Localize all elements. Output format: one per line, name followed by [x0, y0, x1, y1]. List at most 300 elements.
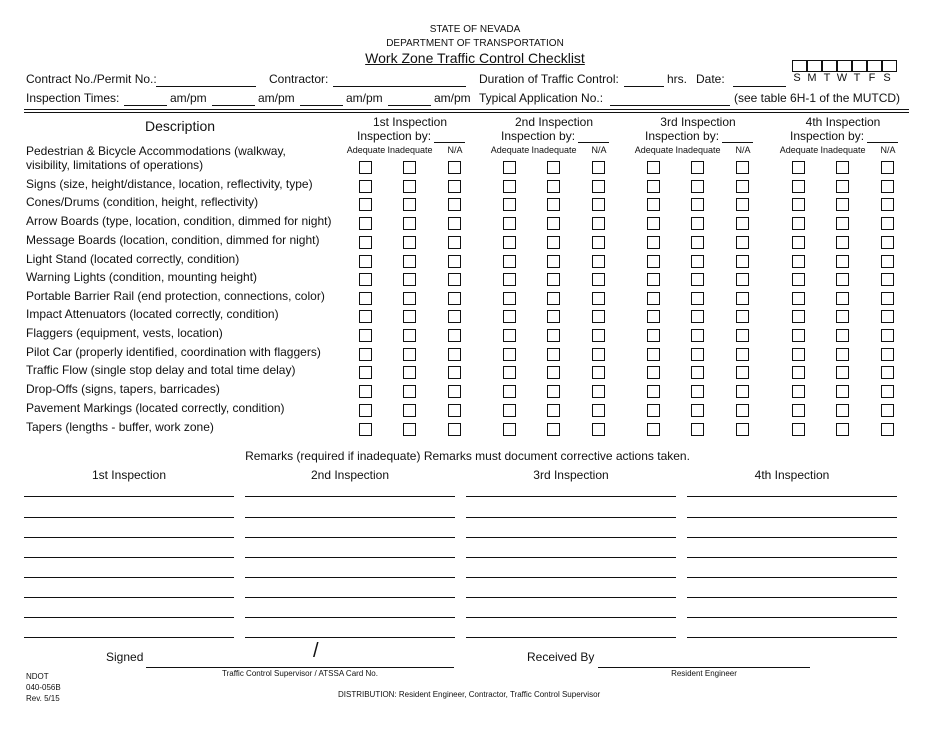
checkbox-adequate[interactable] — [359, 423, 372, 436]
remarks-col-header: 3rd Inspection — [533, 468, 609, 482]
checkbox-inadequate[interactable] — [403, 180, 416, 193]
form-agency: NDOT — [26, 672, 49, 681]
checkbox-inadequate[interactable] — [836, 180, 849, 193]
checkbox-adequate[interactable] — [503, 180, 516, 193]
remarks-col-header: 4th Inspection — [754, 468, 830, 482]
checkbox-inadequate[interactable] — [836, 385, 849, 398]
day-label: T — [853, 72, 861, 84]
checkbox-adequate[interactable] — [647, 255, 660, 268]
remark-line[interactable] — [245, 557, 455, 558]
signed-field[interactable] — [146, 667, 454, 668]
inspection-header: 2nd Inspection — [514, 115, 594, 129]
checkbox-inadequate[interactable] — [547, 273, 560, 286]
checkbox-na[interactable] — [448, 236, 461, 249]
checkbox-adequate[interactable] — [647, 329, 660, 342]
checkbox-na[interactable] — [881, 292, 894, 305]
checkbox-inadequate[interactable] — [691, 198, 704, 211]
remark-line[interactable] — [245, 537, 455, 538]
checkbox-adequate[interactable] — [647, 273, 660, 286]
remark-line[interactable] — [466, 637, 676, 638]
checkbox-inadequate[interactable] — [403, 292, 416, 305]
duration-field[interactable] — [624, 86, 664, 87]
checkbox-inadequate[interactable] — [836, 236, 849, 249]
checkbox-adequate[interactable] — [503, 292, 516, 305]
checkbox-adequate[interactable] — [359, 329, 372, 342]
remark-line[interactable] — [466, 617, 676, 618]
checkbox-inadequate[interactable] — [836, 329, 849, 342]
checkbox-adequate[interactable] — [359, 348, 372, 361]
checkbox-na[interactable] — [881, 273, 894, 286]
checkbox-inadequate[interactable] — [403, 423, 416, 436]
signed-caption: Traffic Control Supervisor / ATSSA Card No. — [222, 669, 378, 678]
checkbox-inadequate[interactable] — [836, 292, 849, 305]
checkbox-inadequate[interactable] — [403, 255, 416, 268]
checkbox-na[interactable] — [448, 366, 461, 379]
checkbox-na[interactable] — [448, 180, 461, 193]
checkbox-na[interactable] — [881, 255, 894, 268]
checkbox-adequate[interactable] — [359, 404, 372, 417]
checkbox-inadequate[interactable] — [691, 423, 704, 436]
row-label: Message Boards (location, condition, dimmed for night) — [26, 233, 320, 247]
checkbox-na[interactable] — [736, 198, 749, 211]
remark-line[interactable] — [24, 577, 234, 578]
row-label: Arrow Boards (type, location, condition, dimmed for night) — [26, 214, 332, 228]
checkbox-inadequate[interactable] — [403, 236, 416, 249]
contractor-field[interactable] — [333, 86, 466, 87]
remark-line[interactable] — [687, 597, 897, 598]
received-label: Received By — [527, 650, 595, 664]
checkbox-inadequate[interactable] — [691, 385, 704, 398]
checkbox-inadequate[interactable] — [547, 348, 560, 361]
inspection-time-1-field[interactable] — [124, 105, 167, 106]
checkbox-adequate[interactable] — [792, 255, 805, 268]
checkbox-inadequate[interactable] — [691, 236, 704, 249]
checkbox-na[interactable] — [448, 348, 461, 361]
checkbox-adequate[interactable] — [792, 161, 805, 174]
checkbox-inadequate[interactable] — [547, 423, 560, 436]
inspection-by-field[interactable] — [578, 142, 609, 143]
checkbox-adequate[interactable] — [503, 366, 516, 379]
remark-line[interactable] — [687, 617, 897, 618]
checkbox-na[interactable] — [592, 161, 605, 174]
checkbox-inadequate[interactable] — [691, 273, 704, 286]
checkbox-adequate[interactable] — [503, 217, 516, 230]
checkbox-na[interactable] — [448, 329, 461, 342]
checkbox-adequate[interactable] — [359, 385, 372, 398]
subcol-label-inadequate: Inadequate — [820, 145, 866, 155]
checkbox-na[interactable] — [448, 255, 461, 268]
row-label: Warning Lights (condition, mounting height) — [26, 270, 258, 284]
day-label: S — [793, 72, 801, 84]
checkbox-inadequate[interactable] — [836, 161, 849, 174]
checkbox-adequate[interactable] — [792, 273, 805, 286]
subcol-label-adequate: Adequate — [634, 145, 674, 155]
checkbox-na[interactable] — [881, 198, 894, 211]
checkbox-inadequate[interactable] — [836, 217, 849, 230]
inspection-by-field[interactable] — [867, 142, 898, 143]
checkbox-adequate[interactable] — [792, 198, 805, 211]
checkbox-na[interactable] — [736, 180, 749, 193]
checkbox-na[interactable] — [592, 310, 605, 323]
checkbox-inadequate[interactable] — [403, 404, 416, 417]
checkbox-adequate[interactable] — [647, 161, 660, 174]
checkbox-adequate[interactable] — [503, 404, 516, 417]
checkbox-inadequate[interactable] — [547, 404, 560, 417]
checkbox-na[interactable] — [592, 273, 605, 286]
checkbox-adequate[interactable] — [647, 292, 660, 305]
remark-line[interactable] — [466, 577, 676, 578]
checkbox-adequate[interactable] — [647, 217, 660, 230]
duration-label: Duration of Traffic Control: — [479, 72, 619, 86]
subcol-label-na: N/A — [880, 145, 896, 155]
checkbox-na[interactable] — [881, 329, 894, 342]
subcol-label-inadequate: Inadequate — [531, 145, 577, 155]
divider-rule — [24, 112, 909, 113]
checkbox-na[interactable] — [736, 423, 749, 436]
typical-application-label: Typical Application No.: — [479, 91, 604, 105]
checkbox-adequate[interactable] — [647, 366, 660, 379]
checkbox-inadequate[interactable] — [691, 255, 704, 268]
day-box-fri[interactable] — [867, 60, 882, 72]
checkbox-na[interactable] — [736, 292, 749, 305]
checkbox-adequate[interactable] — [503, 329, 516, 342]
date-label: Date: — [696, 72, 725, 86]
day-box-tue[interactable] — [822, 60, 837, 72]
row-label: Tapers (lengths - buffer, work zone) — [26, 420, 214, 434]
checkbox-na[interactable] — [736, 404, 749, 417]
checkbox-na[interactable] — [736, 310, 749, 323]
checkbox-adequate[interactable] — [503, 236, 516, 249]
checkbox-adequate[interactable] — [647, 236, 660, 249]
remarks-col-header: 2nd Inspection — [310, 468, 390, 482]
inspection-header: 3rd Inspection — [660, 115, 736, 129]
checkbox-na[interactable] — [881, 385, 894, 398]
subcol-label-na: N/A — [735, 145, 751, 155]
checkbox-na[interactable] — [448, 273, 461, 286]
checkbox-inadequate[interactable] — [836, 348, 849, 361]
row-label: Pedestrian & Bicycle Accommodations (walkway, — [26, 144, 286, 158]
row-label: Light Stand (located correctly, condition) — [26, 252, 240, 266]
checkbox-inadequate[interactable] — [547, 366, 560, 379]
day-label: M — [807, 72, 817, 84]
checkbox-adequate[interactable] — [503, 255, 516, 268]
remark-line[interactable] — [466, 517, 676, 518]
row-label: Signs (size, height/distance, location, reflectivity, type) — [26, 177, 313, 191]
checkbox-na[interactable] — [736, 366, 749, 379]
remarks-heading: Remarks (required if inadequate) Remarks must document corrective actions taken. — [245, 449, 690, 463]
checkbox-inadequate[interactable] — [691, 404, 704, 417]
inspection-by-label: Inspection by: — [357, 129, 432, 143]
checkbox-adequate[interactable] — [792, 404, 805, 417]
checkbox-inadequate[interactable] — [691, 348, 704, 361]
day-box-sun[interactable] — [792, 60, 807, 72]
checkbox-adequate[interactable] — [647, 180, 660, 193]
checkbox-adequate[interactable] — [359, 273, 372, 286]
remark-line[interactable] — [24, 537, 234, 538]
remark-line[interactable] — [24, 517, 234, 518]
checkbox-na[interactable] — [448, 423, 461, 436]
remark-line[interactable] — [687, 577, 897, 578]
ampm-label: am/pm — [258, 91, 295, 105]
checkbox-inadequate[interactable] — [836, 423, 849, 436]
checkbox-adequate[interactable] — [359, 366, 372, 379]
remark-line[interactable] — [24, 496, 234, 497]
checkbox-inadequate[interactable] — [403, 217, 416, 230]
checkbox-inadequate[interactable] — [547, 292, 560, 305]
remark-line[interactable] — [466, 496, 676, 497]
day-box-thu[interactable] — [852, 60, 867, 72]
signed-label: Signed — [106, 650, 144, 664]
checkbox-inadequate[interactable] — [403, 161, 416, 174]
checkbox-adequate[interactable] — [792, 348, 805, 361]
row-label: Drop-Offs (signs, tapers, barricades) — [26, 382, 220, 396]
checkbox-inadequate[interactable] — [691, 292, 704, 305]
remark-line[interactable] — [245, 496, 455, 497]
checkbox-inadequate[interactable] — [403, 385, 416, 398]
checkbox-inadequate[interactable] — [403, 310, 416, 323]
checkbox-inadequate[interactable] — [691, 310, 704, 323]
contract-field[interactable] — [156, 86, 256, 87]
checkbox-adequate[interactable] — [503, 423, 516, 436]
remark-line[interactable] — [466, 597, 676, 598]
checkbox-adequate[interactable] — [359, 217, 372, 230]
day-label: T — [823, 72, 831, 84]
checkbox-adequate[interactable] — [792, 217, 805, 230]
checkbox-na[interactable] — [592, 385, 605, 398]
checkbox-na[interactable] — [592, 404, 605, 417]
inspection-by-field[interactable] — [434, 142, 465, 143]
checkbox-na[interactable] — [592, 423, 605, 436]
checkbox-adequate[interactable] — [503, 385, 516, 398]
checkbox-adequate[interactable] — [647, 385, 660, 398]
remark-line[interactable] — [24, 557, 234, 558]
checkbox-na[interactable] — [592, 255, 605, 268]
checkbox-na[interactable] — [592, 217, 605, 230]
remarks-col-header: 1st Inspection — [91, 468, 167, 482]
checkbox-na[interactable] — [736, 217, 749, 230]
day-box-wed[interactable] — [837, 60, 852, 72]
checkbox-inadequate[interactable] — [547, 310, 560, 323]
inspection-header: 4th Inspection — [805, 115, 881, 129]
checkbox-na[interactable] — [592, 236, 605, 249]
checkbox-adequate[interactable] — [647, 310, 660, 323]
inspection-time-4-field[interactable] — [388, 105, 431, 106]
remark-line[interactable] — [245, 597, 455, 598]
checkbox-inadequate[interactable] — [403, 329, 416, 342]
checkbox-na[interactable] — [592, 292, 605, 305]
checkbox-inadequate[interactable] — [836, 273, 849, 286]
checkbox-inadequate[interactable] — [547, 161, 560, 174]
checkbox-adequate[interactable] — [359, 310, 372, 323]
checkbox-adequate[interactable] — [503, 273, 516, 286]
checkbox-na[interactable] — [881, 348, 894, 361]
checkbox-adequate[interactable] — [792, 366, 805, 379]
divider-rule — [24, 109, 909, 110]
checkbox-na[interactable] — [736, 161, 749, 174]
remark-line[interactable] — [24, 597, 234, 598]
description-header: Description — [145, 118, 216, 134]
checkbox-na[interactable] — [736, 385, 749, 398]
checkbox-adequate[interactable] — [359, 161, 372, 174]
checkbox-adequate[interactable] — [503, 161, 516, 174]
checkbox-inadequate[interactable] — [691, 180, 704, 193]
checkbox-na[interactable] — [592, 180, 605, 193]
form-title: Work Zone Traffic Control Checklist — [365, 50, 585, 66]
checkbox-adequate[interactable] — [792, 385, 805, 398]
subcol-label-adequate: Adequate — [779, 145, 819, 155]
distribution-line — [338, 690, 600, 699]
date-field[interactable] — [733, 86, 786, 87]
signature-slash: / — [313, 640, 319, 662]
checkbox-na[interactable] — [448, 217, 461, 230]
checkbox-adequate[interactable] — [792, 180, 805, 193]
inspection-time-3-field[interactable] — [300, 105, 343, 106]
checkbox-na[interactable] — [592, 329, 605, 342]
inspection-by-label: Inspection by: — [790, 129, 865, 143]
remark-line[interactable] — [687, 637, 897, 638]
remark-line[interactable] — [24, 617, 234, 618]
subcol-label-inadequate: Inadequate — [675, 145, 721, 155]
checkbox-inadequate[interactable] — [691, 217, 704, 230]
day-label: W — [836, 72, 848, 84]
day-box-mon[interactable] — [807, 60, 822, 72]
row-label: Pilot Car (properly identified, coordination with flaggers) — [26, 345, 321, 359]
row-label: visibility, limitations of operations) — [26, 158, 204, 172]
checkbox-na[interactable] — [448, 310, 461, 323]
checkbox-na[interactable] — [881, 423, 894, 436]
checkbox-adequate[interactable] — [503, 198, 516, 211]
inspection-by-label: Inspection by: — [645, 129, 720, 143]
checkbox-adequate[interactable] — [359, 180, 372, 193]
subcol-label-na: N/A — [447, 145, 463, 155]
checkbox-na[interactable] — [448, 198, 461, 211]
checkbox-adequate[interactable] — [647, 404, 660, 417]
checkbox-na[interactable] — [736, 236, 749, 249]
checkbox-inadequate[interactable] — [547, 198, 560, 211]
checkbox-adequate[interactable] — [359, 255, 372, 268]
checkbox-inadequate[interactable] — [691, 161, 704, 174]
checkbox-adequate[interactable] — [359, 292, 372, 305]
checkbox-na[interactable] — [881, 236, 894, 249]
checkbox-na[interactable] — [448, 161, 461, 174]
checkbox-na[interactable] — [592, 198, 605, 211]
checkbox-inadequate[interactable] — [403, 273, 416, 286]
checkbox-na[interactable] — [592, 366, 605, 379]
checkbox-adequate[interactable] — [503, 310, 516, 323]
remark-line[interactable] — [245, 517, 455, 518]
distribution-label: DISTRIBUTION: — [338, 690, 397, 699]
checkbox-adequate[interactable] — [792, 236, 805, 249]
mutcd-note: (see table 6H-1 of the MUTCD) — [734, 91, 901, 105]
checkbox-na[interactable] — [881, 310, 894, 323]
checkbox-adequate[interactable] — [647, 423, 660, 436]
checkbox-inadequate[interactable] — [547, 236, 560, 249]
remark-line[interactable] — [687, 557, 897, 558]
checkbox-adequate[interactable] — [792, 310, 805, 323]
distribution-text: Resident Engineer, Contractor, Traffic Control Supervisor — [398, 690, 601, 699]
typical-application-field[interactable] — [610, 105, 730, 106]
row-label: Traffic Flow (single stop delay and total time delay) — [26, 363, 296, 377]
remark-line[interactable] — [687, 496, 897, 497]
remark-line[interactable] — [245, 637, 455, 638]
checkbox-inadequate[interactable] — [836, 366, 849, 379]
row-label: Impact Attenuators (located correctly, condition) — [26, 307, 279, 321]
day-box-sat[interactable] — [882, 60, 897, 72]
subcol-label-na: N/A — [591, 145, 607, 155]
remark-line[interactable] — [245, 577, 455, 578]
checkbox-inadequate[interactable] — [403, 348, 416, 361]
checkbox-inadequate[interactable] — [691, 329, 704, 342]
checkbox-na[interactable] — [881, 217, 894, 230]
agency-line-1: STATE OF NEVADA — [429, 24, 521, 35]
checkbox-inadequate[interactable] — [403, 198, 416, 211]
checkbox-inadequate[interactable] — [836, 255, 849, 268]
checkbox-adequate[interactable] — [792, 329, 805, 342]
hrs-label: hrs. — [667, 72, 688, 86]
row-label: Pavement Markings (located correctly, condition) — [26, 401, 285, 415]
checkbox-adequate[interactable] — [647, 198, 660, 211]
checkbox-inadequate[interactable] — [547, 180, 560, 193]
inspection-by-field[interactable] — [722, 142, 753, 143]
checkbox-adequate[interactable] — [792, 292, 805, 305]
checkbox-adequate[interactable] — [359, 236, 372, 249]
inspection-time-2-field[interactable] — [212, 105, 255, 106]
remark-line[interactable] — [245, 617, 455, 618]
checkbox-inadequate[interactable] — [547, 217, 560, 230]
received-caption: Resident Engineer — [671, 669, 737, 678]
checkbox-na[interactable] — [592, 348, 605, 361]
contract-label: Contract No./Permit No.: — [26, 72, 157, 86]
checkbox-na[interactable] — [736, 329, 749, 342]
checkbox-inadequate[interactable] — [691, 366, 704, 379]
checkbox-na[interactable] — [448, 292, 461, 305]
remark-line[interactable] — [466, 557, 676, 558]
form-number: 040-056B — [26, 683, 61, 692]
checkbox-adequate[interactable] — [359, 198, 372, 211]
checkbox-na[interactable] — [881, 404, 894, 417]
checkbox-inadequate[interactable] — [836, 310, 849, 323]
checkbox-na[interactable] — [881, 180, 894, 193]
remark-line[interactable] — [466, 537, 676, 538]
checkbox-na[interactable] — [881, 161, 894, 174]
remark-line[interactable] — [687, 517, 897, 518]
remark-line[interactable] — [24, 637, 234, 638]
row-label: Portable Barrier Rail (end protection, connections, color) — [26, 289, 325, 303]
checkbox-inadequate[interactable] — [403, 366, 416, 379]
checkbox-inadequate[interactable] — [547, 329, 560, 342]
checkbox-na[interactable] — [736, 255, 749, 268]
inspection-times-label: Inspection Times: — [26, 91, 120, 105]
checkbox-adequate[interactable] — [792, 423, 805, 436]
checkbox-na[interactable] — [448, 404, 461, 417]
checkbox-inadequate[interactable] — [836, 198, 849, 211]
checkbox-na[interactable] — [448, 385, 461, 398]
checkbox-na[interactable] — [736, 273, 749, 286]
checkbox-inadequate[interactable] — [836, 404, 849, 417]
checkbox-adequate[interactable] — [647, 348, 660, 361]
ampm-label: am/pm — [170, 91, 207, 105]
received-field[interactable] — [598, 667, 810, 668]
remark-line[interactable] — [687, 537, 897, 538]
checkbox-adequate[interactable] — [503, 348, 516, 361]
subcol-label-inadequate: Inadequate — [387, 145, 433, 155]
day-label: F — [868, 72, 876, 84]
checkbox-na[interactable] — [881, 366, 894, 379]
checkbox-inadequate[interactable] — [547, 255, 560, 268]
checkbox-inadequate[interactable] — [547, 385, 560, 398]
subcol-label-adequate: Adequate — [490, 145, 530, 155]
checkbox-na[interactable] — [736, 348, 749, 361]
